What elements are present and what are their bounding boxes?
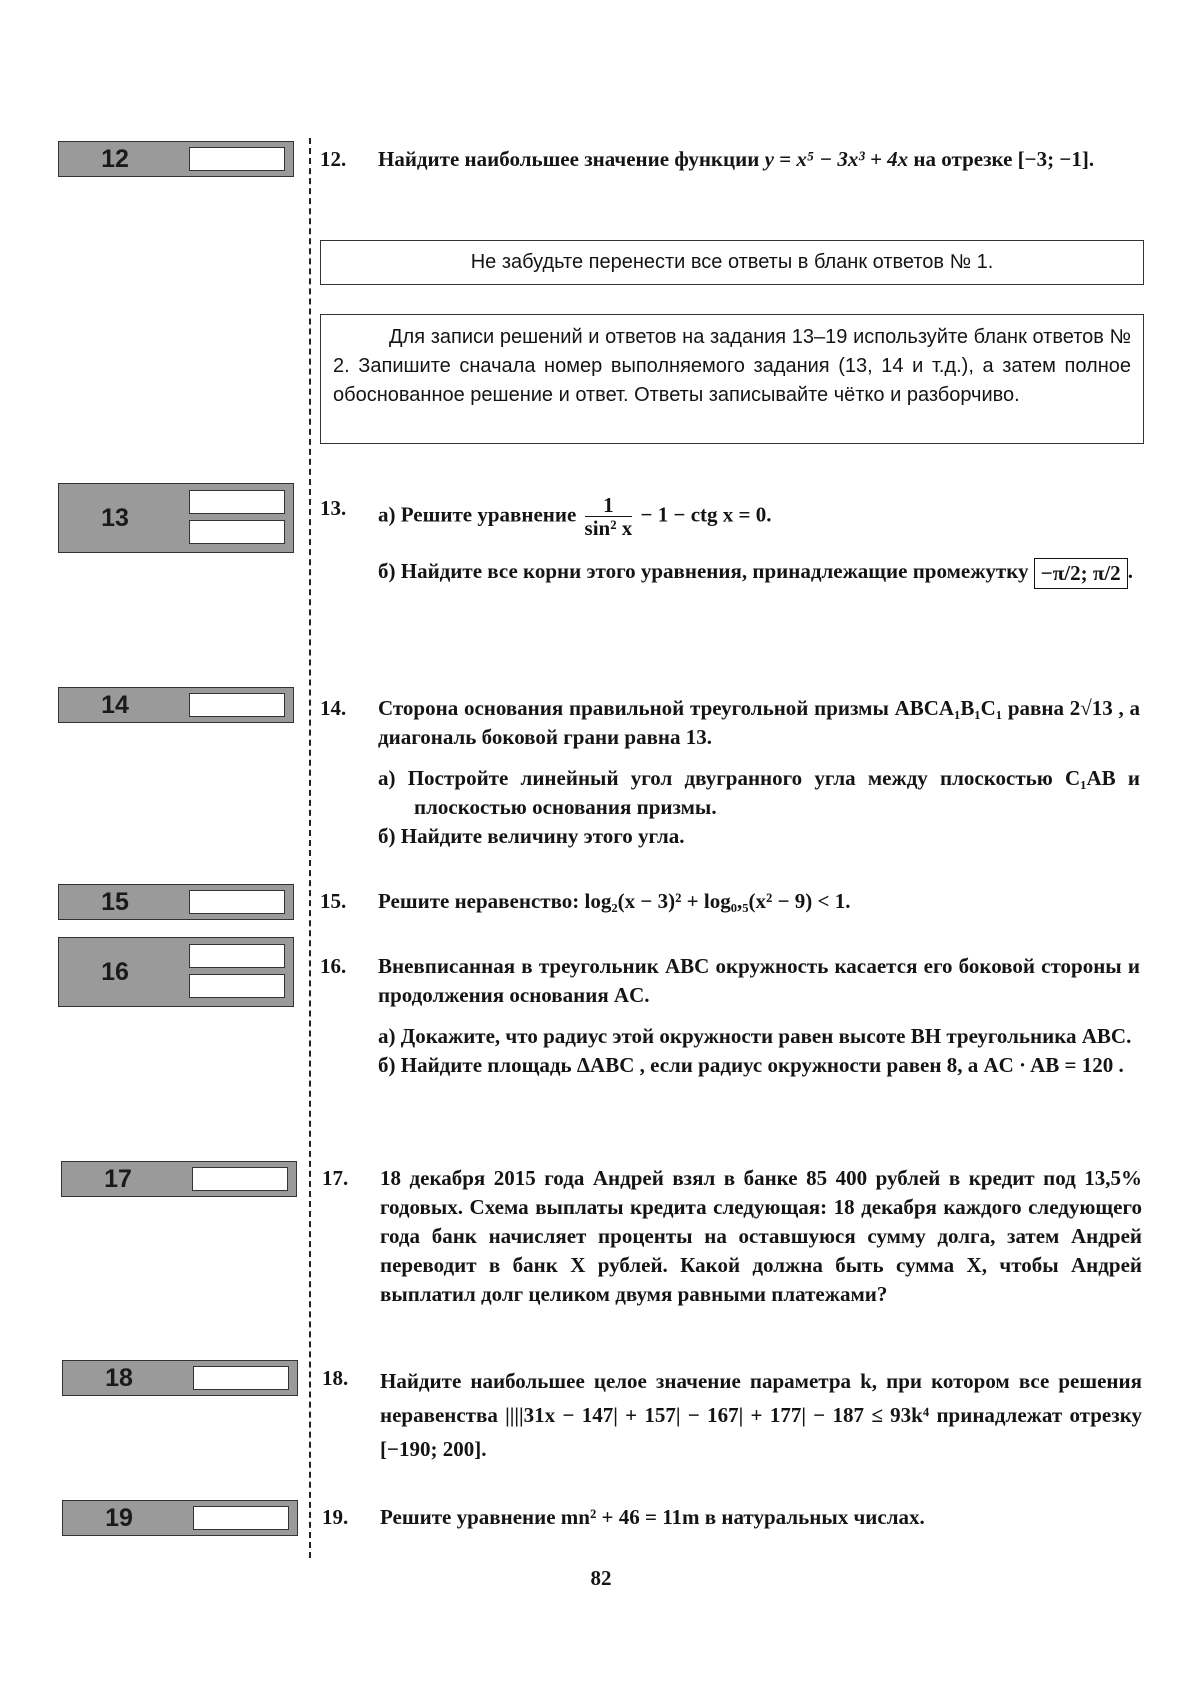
answer-box-a[interactable] <box>189 490 285 514</box>
task-text-end: на отрезке [−3; −1]. <box>908 147 1095 171</box>
part-a: а) Постройте линейный угол двугранного угла между плоскостью C₁AB и плоскостью основания призмы. <box>378 766 1140 819</box>
badge-number: 17 <box>104 1164 132 1193</box>
answer-badge-17 <box>61 1161 297 1197</box>
task-number: 13. <box>320 496 347 520</box>
task-number: 17. <box>322 1166 349 1190</box>
badge-number: 14 <box>101 690 129 719</box>
task-16 <box>320 952 1140 1080</box>
answer-badge-16 <box>58 937 294 1007</box>
task-text: Вневписанная в треугольник ABC окружность касается его боковой стороны и продолжения основания AC. <box>378 954 1140 1007</box>
task-13 <box>320 494 1140 589</box>
task-number: 16. <box>320 954 347 978</box>
fraction-denominator: sin² x <box>584 516 633 540</box>
fraction-numerator: 1 <box>603 493 614 517</box>
fraction <box>585 494 633 539</box>
task-number: 15. <box>320 889 347 913</box>
answer-box[interactable] <box>189 890 285 914</box>
part-a-label: а) Решите уравнение <box>378 502 582 527</box>
task-text: Сторона основания правильной треугольной призмы ABCA₁B₁C₁ равна 2√13 , а диагональ боковой грани равна 13. <box>378 696 1140 749</box>
part-b-end: . <box>1127 559 1133 583</box>
answer-box[interactable] <box>193 1366 289 1390</box>
part-b: б) Найдите величину этого угла. <box>378 824 685 848</box>
answer-box-b[interactable] <box>189 974 285 998</box>
task-19 <box>322 1503 1142 1532</box>
answer-box[interactable] <box>189 147 285 171</box>
badge-number: 12 <box>101 144 129 173</box>
transfer-reminder: Не забудьте перенести все ответы в бланк ответов № 1. <box>320 240 1144 285</box>
task-number: 18. <box>322 1366 349 1390</box>
part-a: а) Докажите, что радиус этой окружности равен высоте BH треугольника ABC. <box>378 1024 1132 1048</box>
page-number: 82 <box>590 1566 612 1590</box>
answer-badge-13 <box>58 483 294 553</box>
answer-box-b[interactable] <box>189 520 285 544</box>
task-number: 12. <box>320 147 347 171</box>
badge-number: 15 <box>101 887 129 916</box>
answer-box-a[interactable] <box>189 944 285 968</box>
answer-box[interactable] <box>189 693 285 717</box>
task-number: 19. <box>322 1505 349 1529</box>
task-text: 18 декабря 2015 года Андрей взял в банке 85 400 рублей в кредит под 13,5% годовых. Схема выплаты кредита следующая: 18 декабря каждого следующего года банк начисляет проценты на оставшуюся сумму долга, затем Андрей переводит в банк X рублей. Какой должна быть сумма X, чтобы Андрей выплатил долг целиком двумя равными платежами? <box>380 1166 1142 1306</box>
answer-badge-15 <box>58 884 294 920</box>
badge-number: 19 <box>105 1503 133 1532</box>
task-text: Найдите наибольшее значение функции <box>378 147 765 171</box>
task-17 <box>322 1164 1142 1309</box>
task-text: Решите неравенство: log₂(x − 3)² + log₀,₅(x² − 9) < 1. <box>378 889 851 913</box>
badge-number: 18 <box>105 1363 133 1392</box>
badge-number: 16 <box>101 957 129 986</box>
task-number: 14. <box>320 696 347 720</box>
task-18 <box>322 1364 1142 1466</box>
task-text: Решите уравнение mn² + 46 = 11m в натуральных числах. <box>380 1505 925 1529</box>
answer-box[interactable] <box>192 1167 288 1191</box>
answer-badge-14 <box>58 687 294 723</box>
answer-badge-12 <box>58 141 294 177</box>
task-formula: y = x⁵ − 3x³ + 4x <box>764 147 909 171</box>
answer-badge-18 <box>62 1360 298 1396</box>
task-12 <box>320 145 1140 174</box>
equation-tail: − 1 − ctg x = 0. <box>635 502 772 527</box>
task-text: Найдите наибольшее целое значение параметра k, при котором все решения неравенства ||||31x − 147| + 157| − 167| + 177| − 187 ≤ 93k⁴ принадлежат отрезку [−190; 200]. <box>380 1369 1142 1461</box>
part-b-text: б) Найдите все корни этого уравнения, принадлежащие промежутку <box>378 559 1034 583</box>
interval: −π/2; π/2 <box>1034 558 1128 589</box>
task-14 <box>320 694 1140 851</box>
badge-number: 13 <box>101 503 129 532</box>
answer-badge-19 <box>62 1500 298 1536</box>
part-b: б) Найдите площадь ΔABC , если радиус окружности равен 8, а AC · AB = 120 . <box>378 1053 1124 1077</box>
task-15 <box>320 887 1140 916</box>
instructions-box: Для записи решений и ответов на задания 13–19 используйте бланк ответов № 2. Запишите сначала номер выполняемого задания (13, 14 и т.д.), а затем полное обоснованное решение и ответ. Ответы записывайте чётко и разборчиво. <box>320 314 1144 444</box>
cut-line <box>309 138 311 1558</box>
answer-box[interactable] <box>193 1506 289 1530</box>
